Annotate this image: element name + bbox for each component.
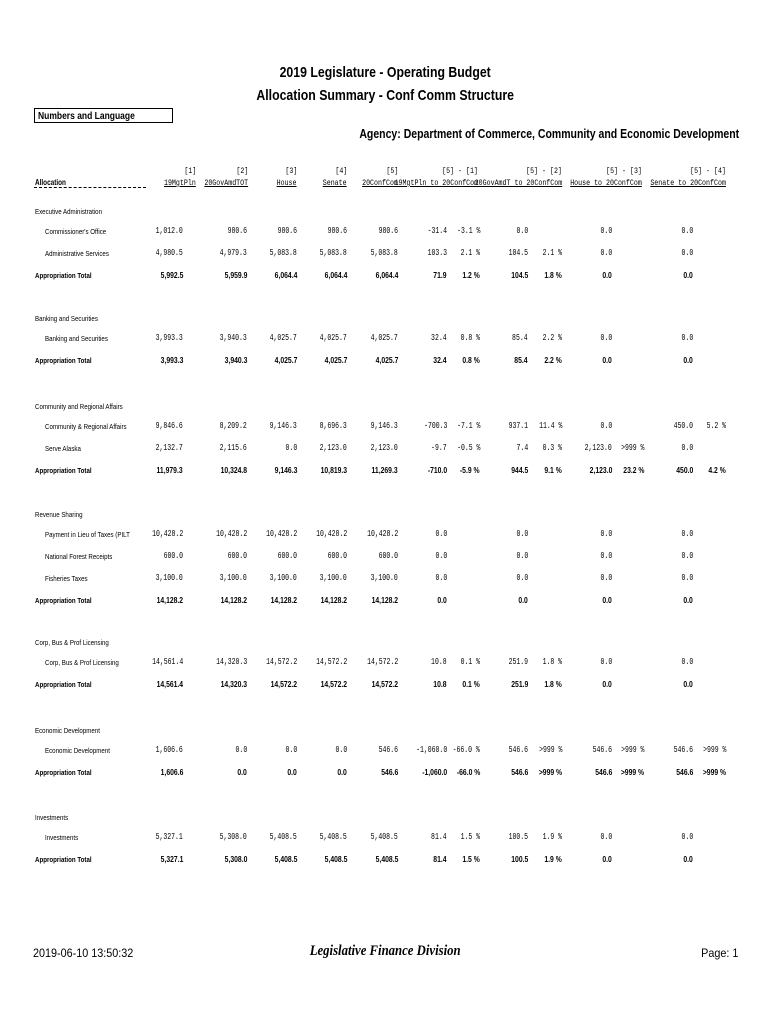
value-cell: 0.0 [600,657,612,667]
value-cell: 1,606.6 [155,745,183,755]
value-cell: 944.5 [510,465,528,475]
value-cell: 3,100.0 [269,573,297,583]
value-cell: 4,025.7 [375,355,398,365]
value-cell: 5.2 % [706,421,726,431]
value-cell: 0.0 [602,595,612,605]
value-cell: 4,025.7 [319,333,347,343]
value-cell: 5,083.8 [269,248,297,258]
value-cell: 3,940.3 [224,355,247,365]
value-cell: >999 % [620,745,644,755]
value-cell: 10,428.2 [315,529,347,539]
value-cell: 0.0 [435,529,447,539]
value-cell: 103.3 [427,248,447,258]
value-cell: 546.6 [675,767,693,777]
value-cell: 71.9 [433,270,447,280]
value-cell: 0.0 [683,270,693,280]
value-cell: 1.9 % [542,832,562,842]
value-cell: 5,308.0 [219,832,247,842]
value-cell: 10,819.3 [320,465,347,475]
value-cell: 10,324.8 [220,465,247,475]
column-name: 19MgtPln to 20ConfCom [394,178,478,188]
value-cell: 5,083.8 [319,248,347,258]
value-cell: 9,146.3 [370,421,398,431]
column-name: House to 20ConfCom [570,178,642,188]
value-cell: 11,269.3 [371,465,398,475]
value-cell: 9.1 % [544,465,562,475]
value-cell: 14,320.3 [220,679,247,689]
value-cell: 1.5 % [460,832,480,842]
allocation-header: Allocation [35,178,66,187]
value-cell: 0.0 [602,355,612,365]
value-cell: 9,146.3 [274,465,297,475]
value-cell: 980.6 [327,226,347,236]
value-cell: 0.0 [600,551,612,561]
value-cell: 0.0 [602,679,612,689]
value-cell: 546.6 [594,767,612,777]
value-cell: -700.3 [423,421,447,431]
value-cell: 0.0 [237,767,247,777]
value-cell: 14,572.2 [366,657,398,667]
value-cell: 4,979.3 [219,248,247,258]
value-cell: 3,993.3 [155,333,183,343]
value-cell: >999 % [702,767,726,777]
value-cell: 450.0 [675,465,693,475]
value-cell: 251.9 [510,679,528,689]
footer-division: Legislative Finance Division [309,943,461,959]
column-name: 19MgtPln [164,178,196,188]
value-cell: 5,083.8 [370,248,398,258]
value-cell: 81.4 [433,854,447,864]
value-cell: 2,123.0 [319,443,347,453]
table-row-label: Banking and Securities [45,334,108,343]
table-row-label: Investments [45,833,79,842]
value-cell: 14,128.2 [270,595,297,605]
value-cell: 600.0 [327,551,347,561]
value-cell: 5,992.5 [160,270,183,280]
appropriation-total-label: Appropriation Total [35,466,92,475]
value-cell: 14,561.4 [151,657,183,667]
value-cell: -31.4 [427,226,447,236]
value-cell: 0.8 % [460,333,480,343]
column-name: Senate to 20ConfCom [650,178,726,188]
column-number: [5] - [3] [606,166,642,176]
column-number: [5] - [4] [690,166,726,176]
value-cell: 4,025.7 [324,355,347,365]
value-cell: 6,064.4 [375,270,398,280]
value-cell: 0.0 [600,421,612,431]
value-cell: -9.7 [431,443,447,453]
value-cell: 10,428.2 [151,529,183,539]
appropriation-total-label: Appropriation Total [35,768,92,777]
value-cell: 5,959.9 [224,270,247,280]
value-cell: 14,128.2 [220,595,247,605]
value-cell: 0.0 [602,854,612,864]
value-cell: 1,606.6 [160,767,183,777]
value-cell: -5.9 % [460,465,480,475]
value-cell: 1.8 % [542,657,562,667]
value-cell: 0.0 [683,854,693,864]
column-number: [5] - [1] [442,166,478,176]
table-row-label: Serve Alaska [45,444,81,453]
value-cell: 5,408.5 [269,832,297,842]
column-number: [5] [386,166,398,176]
value-cell: 4,025.7 [274,355,297,365]
table-row-label: Fisheries Taxes [45,574,88,583]
value-cell: 2.1 % [460,248,480,258]
column-name: 20ConfCom [362,178,398,188]
value-cell: -0.5 % [456,443,480,453]
value-cell: 32.4 [433,355,447,365]
value-cell: 6,064.4 [274,270,297,280]
column-number: [5] - [2] [526,166,562,176]
value-cell: 5,408.5 [324,854,347,864]
value-cell: 546.6 [592,745,612,755]
value-cell: 0.0 [683,679,693,689]
section-heading: Banking and Securities [35,314,98,323]
value-cell: 14,572.2 [270,679,297,689]
value-cell: 10.8 [433,679,447,689]
value-cell: 0.0 [602,270,612,280]
value-cell: 546.6 [673,745,693,755]
column-name: House [277,178,297,188]
value-cell: 0.0 [435,573,447,583]
value-cell: 0.0 [681,551,693,561]
value-cell: 0.0 [600,248,612,258]
appropriation-total-label: Appropriation Total [35,596,92,605]
table-row-label: Commissioner's Office [45,227,107,236]
value-cell: 0.0 [516,529,528,539]
value-cell: 32.4 [431,333,447,343]
value-cell: 0.0 [285,443,297,453]
value-cell: 0.0 [600,529,612,539]
value-cell: 0.8 % [462,355,480,365]
value-cell: 0.0 [335,745,347,755]
value-cell: 0.0 [681,333,693,343]
value-cell: -1,060.0 [422,767,447,777]
value-cell: >999 % [538,745,562,755]
value-cell: 2,115.6 [219,443,247,453]
value-cell: 0.0 [518,595,528,605]
value-cell: 11,979.3 [156,465,183,475]
value-cell: 14,128.2 [320,595,347,605]
value-cell: 1.8 % [544,270,562,280]
value-cell: 600.0 [227,551,247,561]
value-cell: 104.5 [508,248,528,258]
value-cell: 10,428.2 [215,529,247,539]
value-cell: 4.2 % [708,465,726,475]
value-cell: 0.0 [600,333,612,343]
value-cell: 251.9 [508,657,528,667]
value-cell: -66.0 % [452,745,480,755]
value-cell: 6,064.4 [324,270,347,280]
value-cell: 104.5 [510,270,528,280]
value-cell: 0.1 % [460,657,480,667]
allocation-header-underline [34,187,146,188]
value-cell: 0.3 % [542,443,562,453]
value-cell: 3,940.3 [219,333,247,343]
value-cell: 3,993.3 [160,355,183,365]
section-heading: Corp, Bus & Prof Licensing [35,638,109,647]
value-cell: 4,980.5 [155,248,183,258]
value-cell: 0.0 [600,226,612,236]
value-cell: 9,146.3 [269,421,297,431]
value-cell: 3,100.0 [370,573,398,583]
value-cell: 10,428.2 [366,529,398,539]
value-cell: 0.0 [683,355,693,365]
value-cell: 2,123.0 [584,443,612,453]
value-cell: 0.0 [681,529,693,539]
appropriation-total-label: Appropriation Total [35,271,92,280]
table-row-label: Community & Regional Affairs [45,422,127,431]
section-heading: Economic Development [35,726,100,735]
value-cell: 2,123.0 [370,443,398,453]
value-cell: 14,572.2 [320,679,347,689]
value-cell: 10,428.2 [265,529,297,539]
value-cell: 0.0 [516,551,528,561]
value-cell: 100.5 [508,832,528,842]
value-cell: 10.8 [431,657,447,667]
value-cell: 980.6 [227,226,247,236]
value-cell: 0.0 [600,573,612,583]
value-cell: 2,132.7 [155,443,183,453]
value-cell: 4,025.7 [370,333,398,343]
appropriation-total-label: Appropriation Total [35,855,92,864]
numbers-language-label: Numbers and Language [38,111,135,122]
value-cell: 5,327.1 [155,832,183,842]
section-heading: Revenue Sharing [35,510,83,519]
value-cell: 9,846.6 [155,421,183,431]
value-cell: 0.0 [681,573,693,583]
value-cell: 546.6 [380,767,398,777]
value-cell: 0.0 [681,832,693,842]
value-cell: 7.4 [516,443,528,453]
value-cell: >999 % [620,443,644,453]
footer-page-number: Page: 1 [700,946,738,960]
value-cell: 0.0 [681,443,693,453]
value-cell: 85.4 [514,355,528,365]
footer-timestamp: 2019-06-10 13:50:32 [33,946,134,960]
value-cell: 1.2 % [462,270,480,280]
value-cell: 2.2 % [542,333,562,343]
value-cell: 937.1 [508,421,528,431]
table-row-label: Payment in Lieu of Taxes (PILT [45,530,130,539]
value-cell: 0.0 [437,595,447,605]
value-cell: 8,696.3 [319,421,347,431]
value-cell: 1.8 % [544,679,562,689]
value-cell: 5,408.5 [370,832,398,842]
report-title: 2019 Legislature - Operating Budget [279,64,491,81]
column-name: Senate [323,178,347,188]
column-number: [3] [285,166,297,176]
value-cell: 0.0 [285,745,297,755]
appropriation-total-label: Appropriation Total [35,680,92,689]
value-cell: 546.6 [510,767,528,777]
value-cell: 14,128.2 [371,595,398,605]
value-cell: 5,408.5 [375,854,398,864]
value-cell: 5,408.5 [274,854,297,864]
table-row-label: Economic Development [45,746,110,755]
section-heading: Investments [35,813,69,822]
agency-title: Agency: Department of Commerce, Community and Economic Development [359,127,739,141]
value-cell: 0.0 [516,226,528,236]
value-cell: 1.9 % [544,854,562,864]
value-cell: -3.1 % [456,226,480,236]
value-cell: -7.1 % [456,421,480,431]
column-number: [4] [335,166,347,176]
value-cell: -710.0 [427,465,447,475]
value-cell: 23.2 % [622,465,644,475]
value-cell: 2.1 % [542,248,562,258]
value-cell: 0.0 [681,248,693,258]
value-cell: 4,025.7 [269,333,297,343]
value-cell: 5,327.1 [160,854,183,864]
value-cell: 5,408.5 [319,832,347,842]
column-name: 20GovAmdTOT [204,178,248,188]
report-subtitle: Allocation Summary - Conf Comm Structure [256,87,514,104]
value-cell: 3,100.0 [155,573,183,583]
value-cell: >999 % [538,767,562,777]
value-cell: 5,308.0 [224,854,247,864]
value-cell: 0.0 [681,226,693,236]
value-cell: 546.6 [378,745,398,755]
value-cell: 600.0 [163,551,183,561]
value-cell: 600.0 [378,551,398,561]
value-cell: 14,572.2 [265,657,297,667]
value-cell: -66.0 % [456,767,480,777]
numbers-language-box [34,108,173,123]
value-cell: 0.1 % [462,679,480,689]
section-heading: Community and Regional Affairs [35,402,123,411]
column-number: [2] [236,166,248,176]
value-cell: 0.0 [337,767,347,777]
value-cell: 980.6 [277,226,297,236]
value-cell: 1,012.0 [155,226,183,236]
value-cell: 14,572.2 [371,679,398,689]
value-cell: 2.2 % [544,355,562,365]
value-cell: 1.5 % [462,854,480,864]
value-cell: 14,320.3 [215,657,247,667]
value-cell: 14,561.4 [156,679,183,689]
table-row-label: Administrative Services [45,249,109,258]
value-cell: 100.5 [510,854,528,864]
value-cell: 3,100.0 [219,573,247,583]
value-cell: 0.0 [235,745,247,755]
column-name: 20GovAmdT to 20ConfCom [474,178,562,188]
value-cell: 11.4 % [538,421,562,431]
value-cell: 0.0 [600,832,612,842]
value-cell: 980.6 [378,226,398,236]
value-cell: 450.0 [673,421,693,431]
value-cell: 0.0 [681,657,693,667]
value-cell: 0.0 [683,595,693,605]
value-cell: 0.0 [435,551,447,561]
value-cell: 3,100.0 [319,573,347,583]
value-cell: 14,128.2 [156,595,183,605]
value-cell: >999 % [702,745,726,755]
appropriation-total-label: Appropriation Total [35,356,92,365]
value-cell: >999 % [620,767,644,777]
value-cell: 81.4 [431,832,447,842]
value-cell: 600.0 [277,551,297,561]
table-row-label: National Forest Receipts [45,552,113,561]
value-cell: -1,060.0 [415,745,447,755]
value-cell: 8,209.2 [219,421,247,431]
section-heading: Executive Administration [35,207,103,216]
value-cell: 14,572.2 [315,657,347,667]
value-cell: 0.0 [287,767,297,777]
value-cell: 2,123.0 [589,465,612,475]
value-cell: 0.0 [516,573,528,583]
column-number: [1] [184,166,196,176]
value-cell: 546.6 [508,745,528,755]
table-row-label: Corp, Bus & Prof Licensing [45,658,119,667]
value-cell: 85.4 [512,333,528,343]
